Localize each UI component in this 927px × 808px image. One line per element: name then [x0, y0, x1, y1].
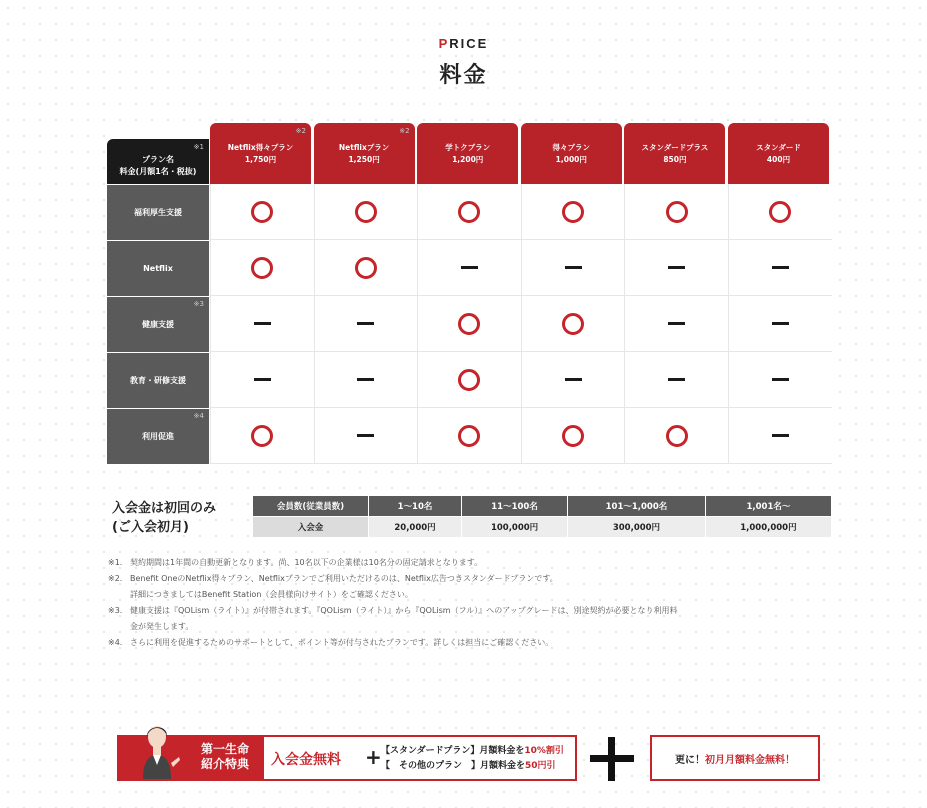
matrix-cell [728, 240, 832, 296]
section-eyebrow: PRICE [438, 36, 489, 51]
plan-price: 1,000円 [555, 154, 587, 164]
feature-label: 利用促進 [142, 432, 174, 441]
not-included-dash-icon [254, 378, 271, 381]
referral-badge-area [119, 737, 264, 779]
plan-price: 1,750円 [244, 154, 277, 164]
plan-header [417, 123, 518, 184]
included-circle-icon [251, 425, 273, 447]
plan-price: 850円 [663, 154, 687, 164]
footnote: ※4. さらに利用を促進するためのサポートとして、ポイント等が付与されたプランです。詳しくは担当にご確認ください。 [108, 638, 554, 647]
matrix-cell [210, 184, 314, 240]
included-circle-icon [562, 201, 584, 223]
not-included-dash-icon [565, 378, 582, 381]
not-included-dash-icon [772, 434, 789, 437]
matrix-cell [314, 184, 418, 240]
matrix-cell [314, 352, 418, 408]
feature-row-header [107, 408, 209, 464]
included-circle-icon [769, 201, 791, 223]
included-circle-icon [666, 201, 688, 223]
footnote: ※1. 契約期間は1年間の自動更新となります。尚、10名以下の企業様は10名分の固定請求となります。 [108, 558, 483, 567]
page-title: 料金 [439, 63, 488, 88]
note-mark: ※3 [193, 300, 204, 308]
plan-header [521, 123, 622, 184]
note-mark: ※1 [193, 143, 204, 151]
matrix-cell [521, 352, 625, 408]
free-entry-text: 入会金無料 [271, 752, 341, 768]
plus-icon: + [365, 745, 382, 769]
plan-header [624, 123, 725, 184]
not-included-dash-icon [357, 322, 374, 325]
not-included-dash-icon [772, 266, 789, 269]
businesswoman-illustration-icon [133, 717, 181, 779]
not-included-dash-icon [254, 322, 271, 325]
plan-name: スタンダードプラス [641, 142, 709, 152]
matrix-cell [521, 240, 625, 296]
feature-label: Netflix [143, 264, 173, 273]
included-circle-icon [458, 313, 480, 335]
fee-header-row [253, 496, 832, 517]
not-included-dash-icon [668, 378, 685, 381]
plan-name: Netflix得々プラン [227, 142, 294, 152]
feature-row-header [107, 240, 209, 296]
referral-badge: 第一生命 紹介特典 [201, 742, 250, 771]
matrix-cell [728, 408, 832, 464]
matrix-cell [624, 408, 728, 464]
included-circle-icon [251, 201, 273, 223]
discount-line: 【スタンダードプラン】月額料金を10%割引 [381, 746, 564, 756]
fee-value-cell: 20,000円 [369, 517, 462, 538]
included-circle-icon [562, 425, 584, 447]
feature-row-header [107, 296, 209, 352]
matrix-cell [210, 240, 314, 296]
note-mark: ※2 [399, 127, 410, 135]
matrix-cell [728, 296, 832, 352]
matrix-cell [728, 352, 832, 408]
matrix-cell [210, 296, 314, 352]
entry-fee-label: 入会金は初回のみ (ご入会初月) [112, 501, 217, 535]
not-included-dash-icon [357, 434, 374, 437]
feature-label: 福利厚生支援 [134, 208, 182, 217]
footnote: ※3. 健康支援は『QOLism（ライト）』が付帯されます。『QOLism（ライト）』から『QOLism（フル）』へのアップグレードは、別途契約が必要となり利用料 [108, 606, 678, 615]
fee-value-cell: 1,000,000円 [705, 517, 831, 538]
not-included-dash-icon [357, 378, 374, 381]
fee-header-cell: 101〜1,000名 [568, 496, 706, 517]
not-included-dash-icon [668, 266, 685, 269]
footnote: 金が発生します。 [130, 622, 194, 631]
fee-header-cell: 1〜10名 [369, 496, 462, 517]
matrix-cell [314, 240, 418, 296]
matrix-cell [417, 296, 521, 352]
fee-value-cell: 100,000円 [462, 517, 568, 538]
matrix-cell [624, 240, 728, 296]
plan-name: 得々プラン [552, 142, 591, 152]
big-plus-icon [590, 737, 634, 781]
not-included-dash-icon [565, 266, 582, 269]
fee-value-row [253, 517, 832, 538]
matrix-cell [417, 184, 521, 240]
plan-price: 1,200円 [452, 154, 484, 164]
feature-label: 健康支援 [142, 320, 174, 329]
matrix-cell [521, 184, 625, 240]
matrix-cell [417, 408, 521, 464]
fee-value-cell: 入会金 [253, 517, 369, 538]
plan-name: 学トクプラン [445, 142, 491, 152]
corner-plan-label: プラン名 [142, 155, 174, 164]
included-circle-icon [458, 425, 480, 447]
fee-header-cell: 11〜100名 [462, 496, 568, 517]
fee-value-cell: 300,000円 [568, 517, 706, 538]
matrix-cell [314, 296, 418, 352]
referral-banner [117, 735, 577, 781]
plan-price: 400円 [766, 154, 791, 164]
matrix-cell [314, 408, 418, 464]
feature-row-header [107, 184, 209, 240]
plan-header [314, 123, 415, 184]
matrix-cell [210, 352, 314, 408]
included-circle-icon [666, 425, 688, 447]
included-circle-icon [355, 201, 377, 223]
matrix-cell [624, 296, 728, 352]
matrix-cell [417, 352, 521, 408]
feature-label: 教育・研修支援 [130, 376, 186, 385]
fee-header-cell: 1,001名〜 [705, 496, 831, 517]
plan-header [210, 123, 311, 184]
matrix-cell [521, 408, 625, 464]
feature-row-header [107, 352, 209, 408]
footnote: 詳細につきましてはBenefit Station（会員様向けサイト）をご確認ください。 [130, 590, 413, 599]
fee-header-cell: 会員数(従業員数) [253, 496, 369, 517]
pricing-matrix [107, 123, 832, 465]
footnotes [108, 555, 828, 651]
plan-price: 1,250円 [348, 154, 380, 164]
matrix-cell [521, 296, 625, 352]
note-mark: ※4 [193, 412, 204, 420]
not-included-dash-icon [668, 322, 685, 325]
corner-price-label: 料金(月額1名・税抜) [119, 167, 197, 176]
discount-line: 【 その他のプラン 】月額料金を50円引 [381, 761, 556, 771]
included-circle-icon [251, 257, 273, 279]
not-included-dash-icon [461, 266, 478, 269]
matrix-cell [624, 352, 728, 408]
discount-lines [381, 744, 564, 774]
plan-name: Netflixプラン [338, 142, 390, 152]
footnote: ※2. Benefit OneのNetflix得々プラン、Netflixプランでご利用いただけるのは、Netflix広告つきスタンダードプランです。 [108, 574, 558, 583]
not-included-dash-icon [772, 378, 789, 381]
note-mark: ※2 [295, 127, 306, 135]
included-circle-icon [355, 257, 377, 279]
matrix-cell [624, 184, 728, 240]
not-included-dash-icon [772, 322, 789, 325]
first-month-free-banner: 更に！ 初月月額料金無料！ [650, 735, 820, 781]
included-circle-icon [458, 369, 480, 391]
matrix-cell [728, 184, 832, 240]
included-circle-icon [562, 313, 584, 335]
plan-name: スタンダード [756, 142, 801, 152]
plan-header [728, 123, 829, 184]
included-circle-icon [458, 201, 480, 223]
matrix-cell [210, 408, 314, 464]
matrix-cell [417, 240, 521, 296]
entry-fee-table [252, 495, 832, 538]
